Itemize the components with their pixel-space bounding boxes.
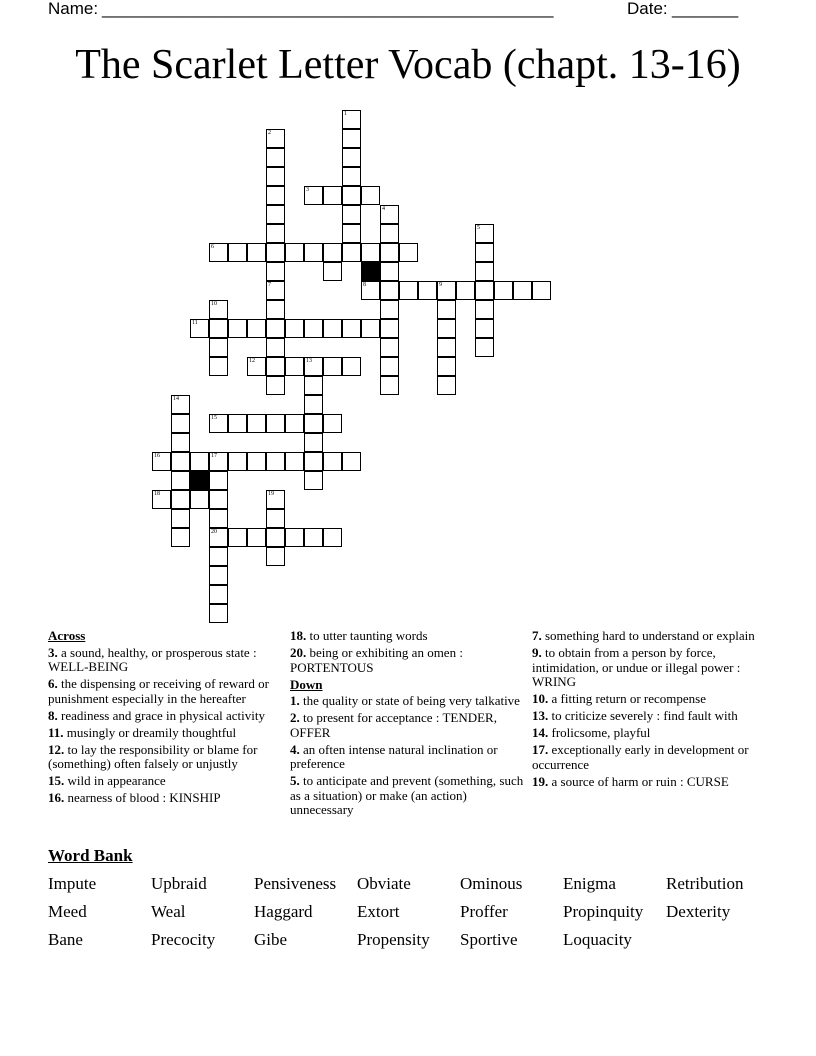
word-bank-item: Propensity bbox=[357, 930, 430, 949]
grid-cell[interactable] bbox=[285, 243, 304, 262]
grid-cell[interactable] bbox=[323, 319, 342, 338]
grid-cell[interactable] bbox=[380, 319, 399, 338]
down-clue-19: 19. a source of harm or ruin : CURSE bbox=[532, 773, 729, 789]
word-bank-item: Meed bbox=[48, 902, 87, 921]
grid-cell[interactable] bbox=[266, 205, 285, 224]
clue-number: 19 bbox=[268, 491, 274, 497]
date-label: Date: bbox=[627, 0, 668, 18]
grid-cell[interactable] bbox=[266, 186, 285, 205]
clues-column-1 bbox=[48, 629, 278, 808]
date-line[interactable]: _______ bbox=[672, 0, 739, 18]
grid-cell[interactable] bbox=[532, 281, 551, 300]
down-clue-10: 10. a fitting return or recompense bbox=[532, 691, 706, 706]
grid-cell[interactable] bbox=[266, 262, 285, 281]
grid-cell[interactable] bbox=[342, 110, 361, 129]
down-clue-9: 9. to obtain from a person by force, intimidation, or undue or illegal power : WRING bbox=[532, 645, 741, 689]
grid-cell[interactable] bbox=[266, 547, 285, 566]
word-bank-title: Word Bank bbox=[48, 846, 133, 865]
grid-cell[interactable] bbox=[228, 319, 247, 338]
grid-cell[interactable] bbox=[437, 319, 456, 338]
across-clue-8: 8. readiness and grace in physical activity bbox=[48, 707, 265, 723]
grid-cell[interactable] bbox=[342, 243, 361, 262]
clue-number: 16 bbox=[154, 453, 160, 459]
grid-cell[interactable] bbox=[228, 528, 247, 547]
grid-cell[interactable] bbox=[437, 376, 456, 395]
grid-cell[interactable] bbox=[247, 414, 266, 433]
grid-cell[interactable] bbox=[437, 300, 456, 319]
grid-cell[interactable] bbox=[152, 490, 171, 509]
grid-cell[interactable] bbox=[361, 243, 380, 262]
grid-cell[interactable] bbox=[323, 186, 342, 205]
word-bank-item: Loquacity bbox=[563, 930, 632, 949]
grid-cell[interactable] bbox=[342, 205, 361, 224]
grid-cell[interactable] bbox=[323, 528, 342, 547]
down-clue-4: 4. an often intense natural inclination or preference bbox=[290, 741, 498, 771]
grid-cell[interactable] bbox=[285, 319, 304, 338]
grid-cell[interactable] bbox=[209, 414, 228, 433]
grid-cell[interactable] bbox=[171, 395, 190, 414]
grid-cell[interactable] bbox=[475, 319, 494, 338]
grid-cell[interactable] bbox=[266, 148, 285, 167]
grid-cell[interactable] bbox=[304, 319, 323, 338]
grid-cell[interactable] bbox=[304, 186, 323, 205]
grid-cell[interactable] bbox=[342, 129, 361, 148]
grid-cell[interactable] bbox=[209, 585, 228, 604]
grid-cell[interactable] bbox=[513, 281, 532, 300]
grid-cell[interactable] bbox=[209, 566, 228, 585]
grid-cell[interactable] bbox=[342, 452, 361, 471]
word-bank-item: Enigma bbox=[563, 874, 616, 893]
grid-cell[interactable] bbox=[209, 471, 228, 490]
word-bank-item: Sportive bbox=[460, 930, 518, 949]
grid-cell[interactable] bbox=[475, 338, 494, 357]
clue-number: 8 bbox=[363, 282, 366, 288]
grid-cell[interactable] bbox=[342, 186, 361, 205]
across-clue-20: 20. being or exhibiting an omen : PORTENTOUS bbox=[290, 645, 463, 675]
grid-cell[interactable] bbox=[209, 357, 228, 376]
grid-cell[interactable] bbox=[247, 528, 266, 547]
clue-number: 20 bbox=[211, 529, 217, 535]
grid-cell[interactable] bbox=[342, 224, 361, 243]
across-heading: Across bbox=[48, 628, 86, 643]
grid-cell[interactable] bbox=[494, 281, 513, 300]
black-cell bbox=[361, 262, 380, 281]
word-bank-item: Proffer bbox=[460, 902, 508, 921]
grid-cell[interactable] bbox=[304, 471, 323, 490]
clue-number: 6 bbox=[211, 244, 214, 250]
grid-cell[interactable] bbox=[266, 376, 285, 395]
grid-cell[interactable] bbox=[209, 338, 228, 357]
clue-number: 15 bbox=[211, 415, 217, 421]
grid-cell[interactable] bbox=[437, 338, 456, 357]
grid-cell[interactable] bbox=[285, 414, 304, 433]
clue-number: 12 bbox=[249, 358, 255, 364]
grid-cell[interactable] bbox=[247, 452, 266, 471]
grid-cell[interactable] bbox=[266, 414, 285, 433]
grid-cell[interactable] bbox=[266, 129, 285, 148]
grid-cell[interactable] bbox=[266, 490, 285, 509]
grid-cell[interactable] bbox=[228, 414, 247, 433]
grid-cell[interactable] bbox=[266, 167, 285, 186]
grid-cell[interactable] bbox=[228, 243, 247, 262]
grid-cell[interactable] bbox=[209, 528, 228, 547]
word-bank-item: Retribution bbox=[666, 874, 744, 893]
name-line[interactable]: ________________________________________________ bbox=[102, 0, 554, 18]
clue-number: 13 bbox=[306, 358, 312, 364]
grid-cell[interactable] bbox=[152, 452, 171, 471]
down-clue-2: 2. to present for acceptance : TENDER, OFFER bbox=[290, 710, 497, 740]
grid-cell[interactable] bbox=[342, 357, 361, 376]
word-bank-item: Weal bbox=[151, 902, 186, 921]
grid-cell[interactable] bbox=[266, 338, 285, 357]
grid-cell[interactable] bbox=[171, 471, 190, 490]
grid-cell[interactable] bbox=[285, 357, 304, 376]
clue-number: 10 bbox=[211, 301, 217, 307]
grid-cell[interactable] bbox=[304, 433, 323, 452]
grid-cell[interactable] bbox=[380, 338, 399, 357]
clues-column-3 bbox=[532, 629, 768, 792]
across-clue-6: 6. the dispensing or receiving of reward or punishment especially in the hereafter bbox=[48, 676, 269, 706]
grid-cell[interactable] bbox=[304, 376, 323, 395]
name-label: Name: bbox=[48, 0, 99, 18]
grid-cell[interactable] bbox=[171, 490, 190, 509]
grid-cell[interactable] bbox=[304, 395, 323, 414]
word-bank-item: Gibe bbox=[254, 930, 288, 949]
clue-number: 5 bbox=[477, 225, 480, 231]
grid-cell[interactable] bbox=[380, 243, 399, 262]
grid-cell[interactable] bbox=[209, 490, 228, 509]
grid-cell[interactable] bbox=[475, 281, 494, 300]
grid-cell[interactable] bbox=[266, 300, 285, 319]
grid-cell[interactable] bbox=[361, 319, 380, 338]
grid-cell[interactable] bbox=[247, 357, 266, 376]
grid-cell[interactable] bbox=[266, 452, 285, 471]
grid-cell[interactable] bbox=[209, 319, 228, 338]
grid-cell[interactable] bbox=[361, 186, 380, 205]
grid-cell[interactable] bbox=[266, 281, 285, 300]
grid-cell[interactable] bbox=[323, 262, 342, 281]
across-clue-3: 3. a sound, healthy, or prosperous state : WELL-BEING bbox=[48, 644, 257, 674]
grid-cell[interactable] bbox=[190, 490, 209, 509]
grid-cell[interactable] bbox=[266, 528, 285, 547]
grid-cell[interactable] bbox=[285, 528, 304, 547]
clue-number: 18 bbox=[154, 491, 160, 497]
down-clue-17: 17. exceptionally early in development or occurrence bbox=[532, 742, 749, 772]
grid-cell[interactable] bbox=[437, 281, 456, 300]
grid-cell[interactable] bbox=[190, 452, 209, 471]
clue-number: 1 bbox=[344, 111, 347, 117]
grid-cell[interactable] bbox=[380, 281, 399, 300]
down-clue-14: 14. frolicsome, playful bbox=[532, 725, 651, 740]
clue-number: 17 bbox=[211, 453, 217, 459]
grid-cell[interactable] bbox=[171, 452, 190, 471]
down-heading: Down bbox=[290, 676, 323, 692]
clue-number: 3 bbox=[306, 187, 309, 193]
grid-cell[interactable] bbox=[304, 243, 323, 262]
grid-cell[interactable] bbox=[285, 452, 304, 471]
grid-cell[interactable] bbox=[266, 224, 285, 243]
word-bank-item: Precocity bbox=[151, 930, 216, 949]
grid-cell[interactable] bbox=[323, 452, 342, 471]
grid-cell[interactable] bbox=[171, 528, 190, 547]
grid-cell[interactable] bbox=[342, 319, 361, 338]
grid-cell[interactable] bbox=[437, 357, 456, 376]
clue-number: 14 bbox=[173, 396, 179, 402]
down-clue-7: 7. something hard to understand or explain bbox=[532, 628, 755, 643]
grid-cell[interactable] bbox=[266, 357, 285, 376]
grid-cell[interactable] bbox=[380, 224, 399, 243]
word-bank-item: Obviate bbox=[357, 874, 411, 893]
grid-cell[interactable] bbox=[399, 243, 418, 262]
grid-cell[interactable] bbox=[361, 281, 380, 300]
grid-cell[interactable] bbox=[304, 414, 323, 433]
page-title: The Scarlet Letter Vocab (chapt. 13-16) bbox=[75, 42, 741, 88]
word-bank-item: Upbraid bbox=[151, 874, 207, 893]
word-bank-item: Bane bbox=[48, 930, 83, 949]
grid-cell[interactable] bbox=[399, 281, 418, 300]
grid-cell[interactable] bbox=[209, 547, 228, 566]
word-bank-item: Pensiveness bbox=[254, 874, 337, 893]
grid-cell[interactable] bbox=[380, 205, 399, 224]
grid-cell[interactable] bbox=[418, 281, 437, 300]
black-cell bbox=[190, 471, 209, 490]
across-clue-11: 11. musingly or dreamily thoughtful bbox=[48, 724, 237, 740]
grid-cell[interactable] bbox=[380, 357, 399, 376]
clue-number: 11 bbox=[192, 320, 198, 326]
word-bank-item: Ominous bbox=[460, 874, 523, 893]
grid-cell[interactable] bbox=[209, 243, 228, 262]
grid-cell[interactable] bbox=[266, 243, 285, 262]
grid-cell[interactable] bbox=[171, 509, 190, 528]
grid-cell[interactable] bbox=[380, 300, 399, 319]
grid-cell[interactable] bbox=[304, 452, 323, 471]
grid-cell[interactable] bbox=[342, 167, 361, 186]
down-clue-5: 5. to anticipate and prevent (something, such as a situation) or make (an action) unnecessary bbox=[290, 773, 524, 817]
grid-cell[interactable] bbox=[475, 300, 494, 319]
grid-cell[interactable] bbox=[380, 376, 399, 395]
grid-cell[interactable] bbox=[475, 243, 494, 262]
grid-cell[interactable] bbox=[304, 528, 323, 547]
grid-cell[interactable] bbox=[475, 224, 494, 243]
grid-cell[interactable] bbox=[323, 243, 342, 262]
grid-cell[interactable] bbox=[266, 509, 285, 528]
word-bank-item: Haggard bbox=[254, 902, 313, 921]
grid-cell[interactable] bbox=[171, 414, 190, 433]
grid-cell[interactable] bbox=[475, 262, 494, 281]
grid-cell[interactable] bbox=[209, 604, 228, 623]
clues-column-2 bbox=[290, 629, 524, 820]
grid-cell[interactable] bbox=[323, 414, 342, 433]
word-bank-item: Impute bbox=[48, 874, 97, 893]
grid-cell[interactable] bbox=[209, 509, 228, 528]
clue-number: 4 bbox=[382, 206, 385, 212]
across-clue-16: 16. nearness of blood : KINSHIP bbox=[48, 790, 221, 805]
clue-number: 9 bbox=[439, 282, 442, 288]
grid-cell[interactable] bbox=[171, 433, 190, 452]
grid-cell[interactable] bbox=[380, 262, 399, 281]
grid-cell[interactable] bbox=[323, 357, 342, 376]
grid-cell[interactable] bbox=[342, 148, 361, 167]
across-clue-18: 18. to utter taunting words bbox=[290, 628, 428, 643]
grid-cell[interactable] bbox=[247, 243, 266, 262]
word-bank-item: Propinquity bbox=[563, 902, 644, 921]
grid-cell[interactable] bbox=[456, 281, 475, 300]
across-clue-12: 12. to lay the responsibility or blame for (something) often falsely or unjustly bbox=[48, 741, 258, 771]
grid-cell[interactable] bbox=[304, 357, 323, 376]
word-bank-item: Dexterity bbox=[666, 902, 731, 921]
grid-cell[interactable] bbox=[247, 319, 266, 338]
clue-number: 2 bbox=[268, 130, 271, 136]
clue-number: 7 bbox=[268, 282, 271, 288]
down-clue-13: 13. to criticize severely : find fault with bbox=[532, 708, 738, 723]
grid-cell[interactable] bbox=[209, 300, 228, 319]
grid-cell[interactable] bbox=[228, 452, 247, 471]
across-clue-15: 15. wild in appearance bbox=[48, 773, 166, 788]
word-bank-item: Extort bbox=[357, 902, 400, 921]
grid-cell[interactable] bbox=[266, 319, 285, 338]
grid-cell[interactable] bbox=[209, 452, 228, 471]
grid-cell[interactable] bbox=[190, 319, 209, 338]
down-clue-1: 1. the quality or state of being very talkative bbox=[290, 693, 520, 708]
